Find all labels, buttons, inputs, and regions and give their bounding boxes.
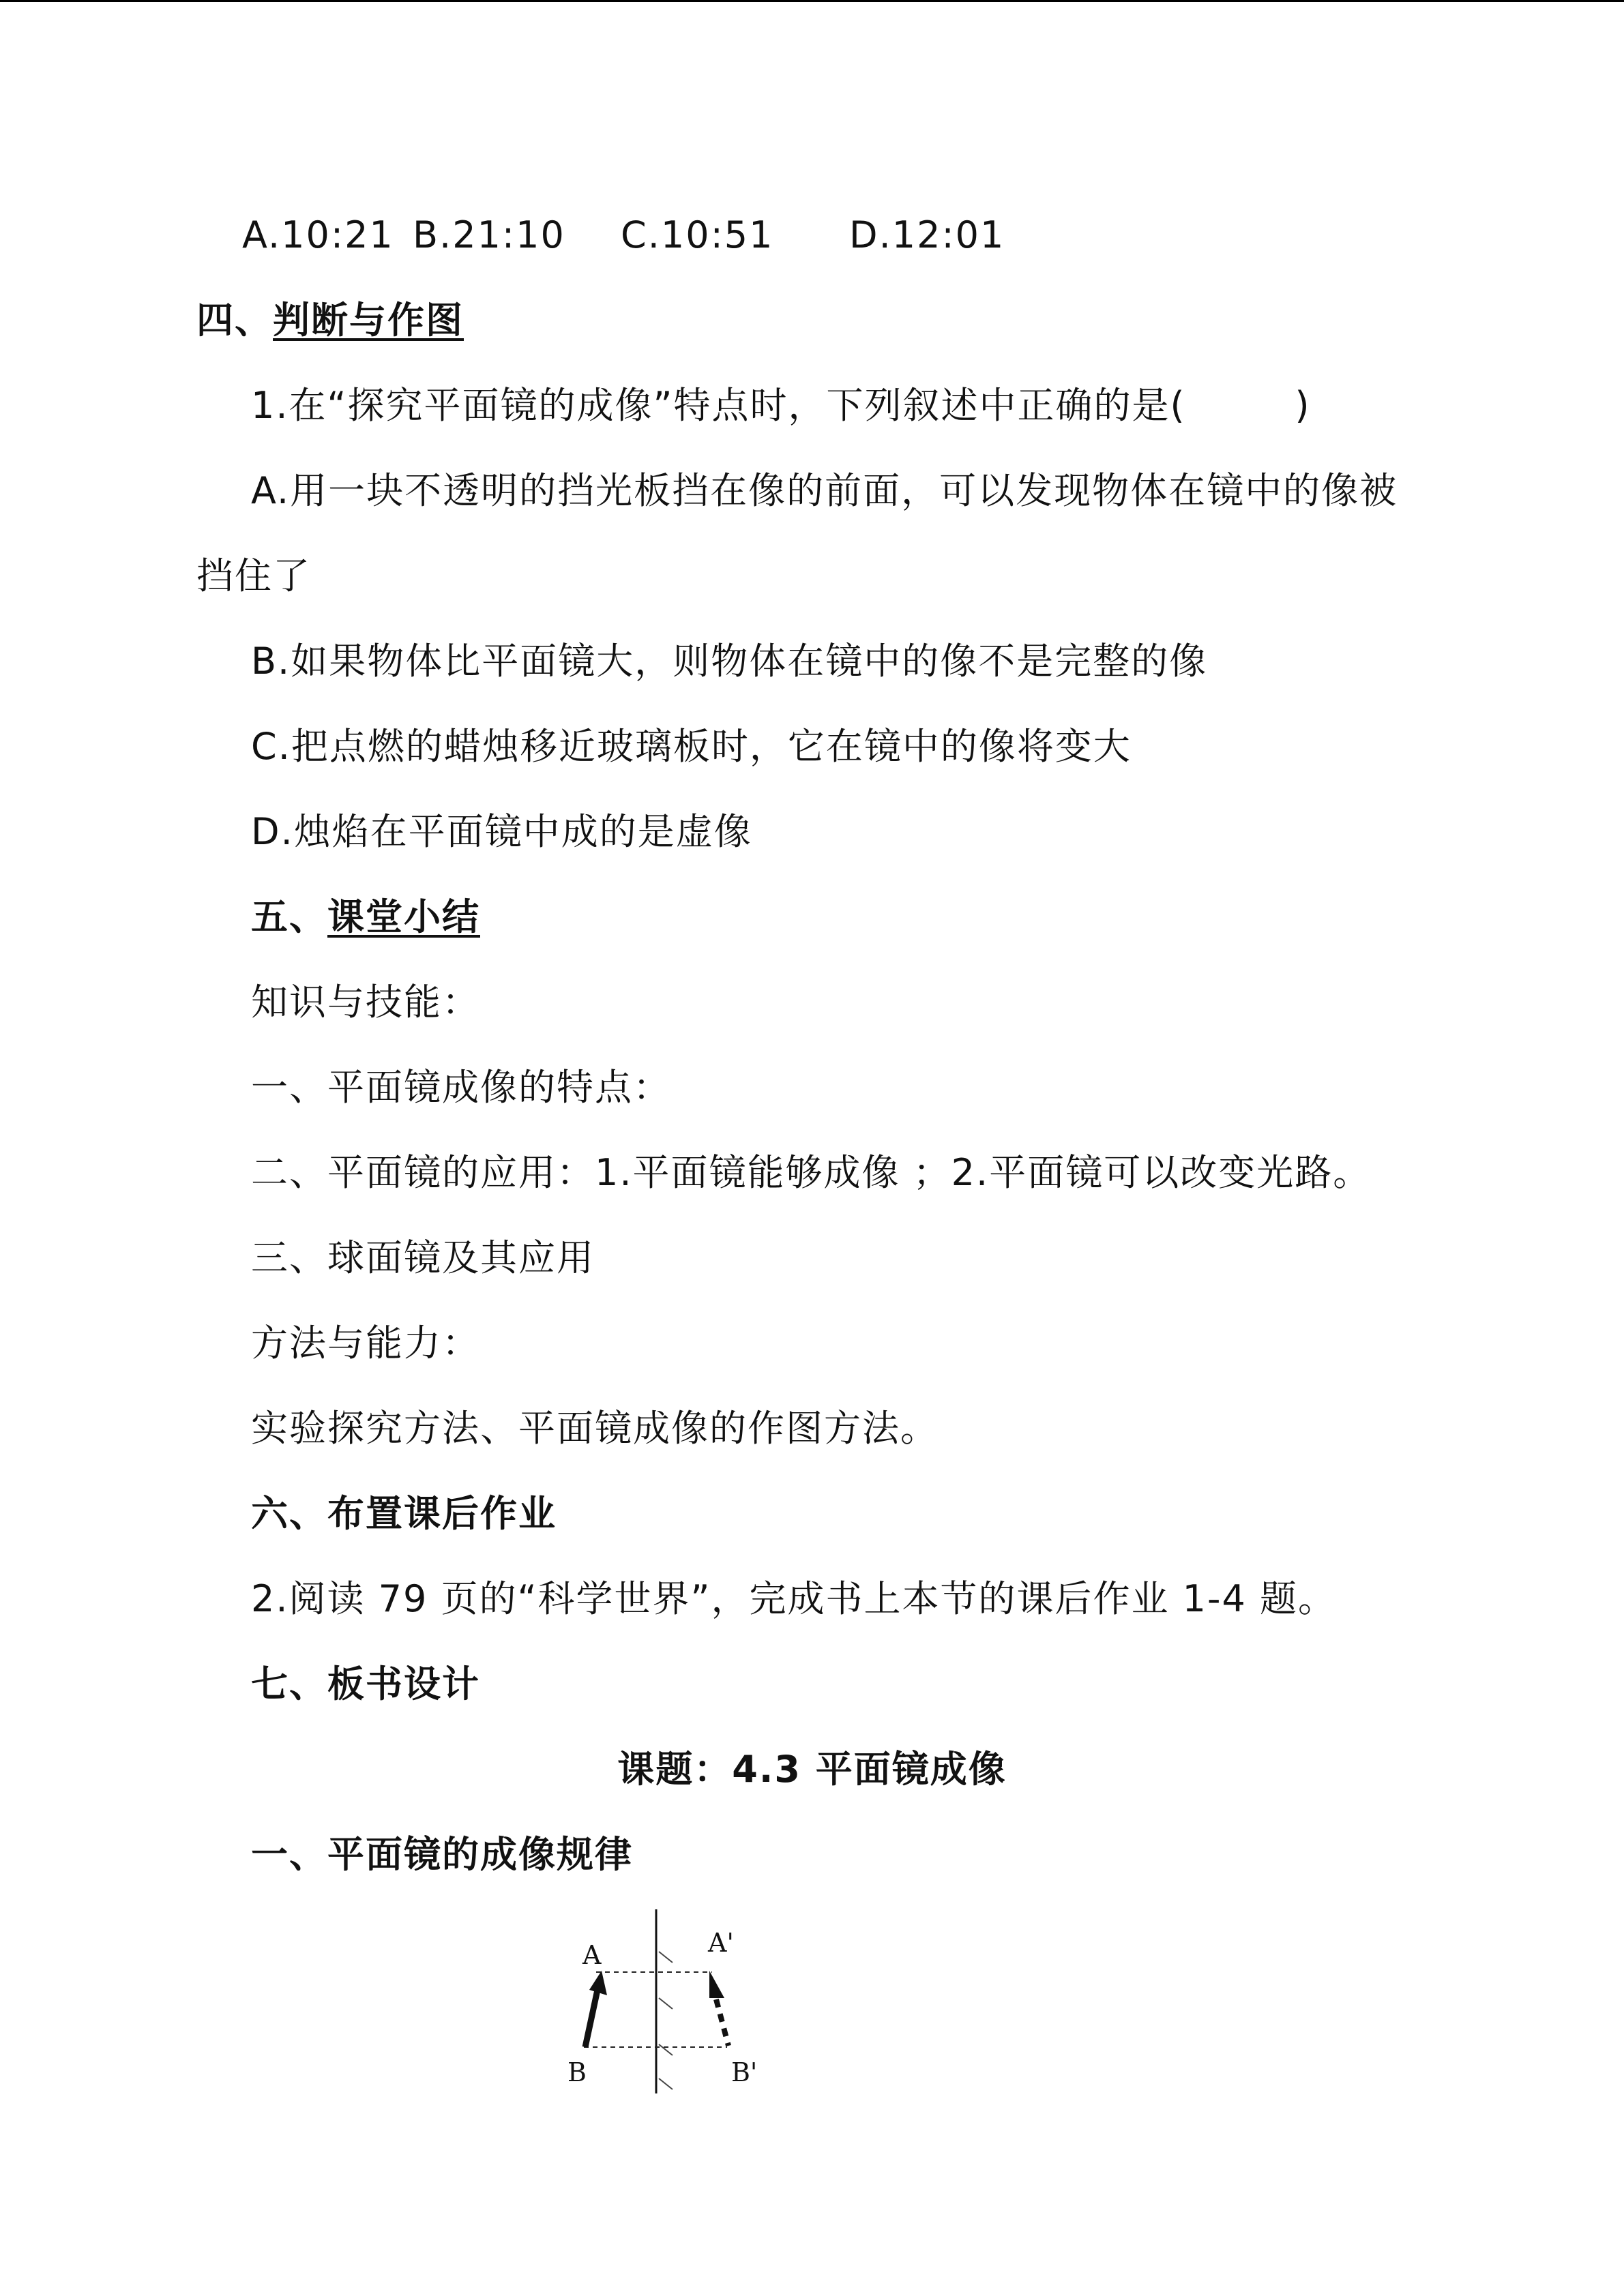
- question-1-option-b: B.如果物体比平面镜大，则物体在镜中的像不是完整的像: [251, 640, 1208, 683]
- image-arrow: [716, 1999, 728, 2046]
- top-border-rule: [0, 0, 1624, 2]
- homework-text: 2.阅读 79 页的“科学世界”，完成书上本节的课后作业 1-4 题。: [251, 1577, 1337, 1620]
- object-arrow: [585, 1990, 597, 2047]
- question-1-option-a-line2: 挡住了: [196, 554, 311, 597]
- section-4-heading: [196, 299, 464, 342]
- summary-item-2: 二、平面镜的应用：1.平面镜能够成像 ；2.平面镜可以改变光路。: [251, 1151, 1372, 1194]
- summary-item-3: 三、球面镜及其应用: [251, 1236, 595, 1279]
- question-1-stem-text: 1.在“探究平面镜的成像”特点时，下列叙述中正确的是(: [251, 384, 1186, 427]
- image-arrowhead: [709, 1971, 724, 1998]
- option-d: D.12:01: [849, 213, 1005, 256]
- label-a-prime: A': [708, 1928, 734, 1958]
- method-text: 实验探究方法、平面镜成像的作图方法。: [251, 1407, 939, 1450]
- option-b: B.21:10: [413, 213, 565, 256]
- section-7-heading: 七、板书设计: [251, 1663, 480, 1705]
- section-6-heading: 六、布置课后作业: [251, 1492, 557, 1535]
- section-5-number: 五、: [251, 895, 327, 938]
- label-b-prime: B': [731, 2057, 758, 2087]
- question-1-stem-close: ): [1295, 384, 1311, 427]
- object-arrowhead: [589, 1971, 607, 1995]
- board-heading-1: 一、平面镜的成像规律: [251, 1833, 633, 1876]
- plane-mirror-diagram: [552, 1903, 764, 2107]
- question-1-stem: [251, 384, 1311, 428]
- section-4-number: 四、: [196, 299, 273, 342]
- summary-item-1: 一、平面镜成像的特点：: [251, 1066, 671, 1109]
- section-5-heading: [251, 895, 480, 939]
- label-a: A: [582, 1940, 602, 1970]
- option-a: A.10:21: [242, 213, 394, 256]
- question-1-option-a-line1: A.用一块不透明的挡光板挡在像的前面，可以发现物体在镜中的像被: [251, 469, 1398, 512]
- options-row: [242, 213, 1005, 257]
- question-1-option-c: C.把点燃的蜡烛移近玻璃板时，它在镜中的像将变大: [251, 725, 1132, 768]
- option-c: C.10:51: [621, 213, 774, 256]
- knowledge-label: 知识与技能：: [251, 981, 480, 1024]
- method-label: 方法与能力：: [251, 1322, 480, 1365]
- question-1-option-d: D.烛焰在平面镜中成的是虚像: [251, 810, 752, 853]
- section-4-title: 判断与作图: [273, 299, 464, 342]
- lesson-title: 课题：4.3 平面镜成像: [617, 1748, 1007, 1791]
- section-5-title: 课堂小结: [327, 895, 480, 938]
- label-b: B: [567, 2057, 587, 2087]
